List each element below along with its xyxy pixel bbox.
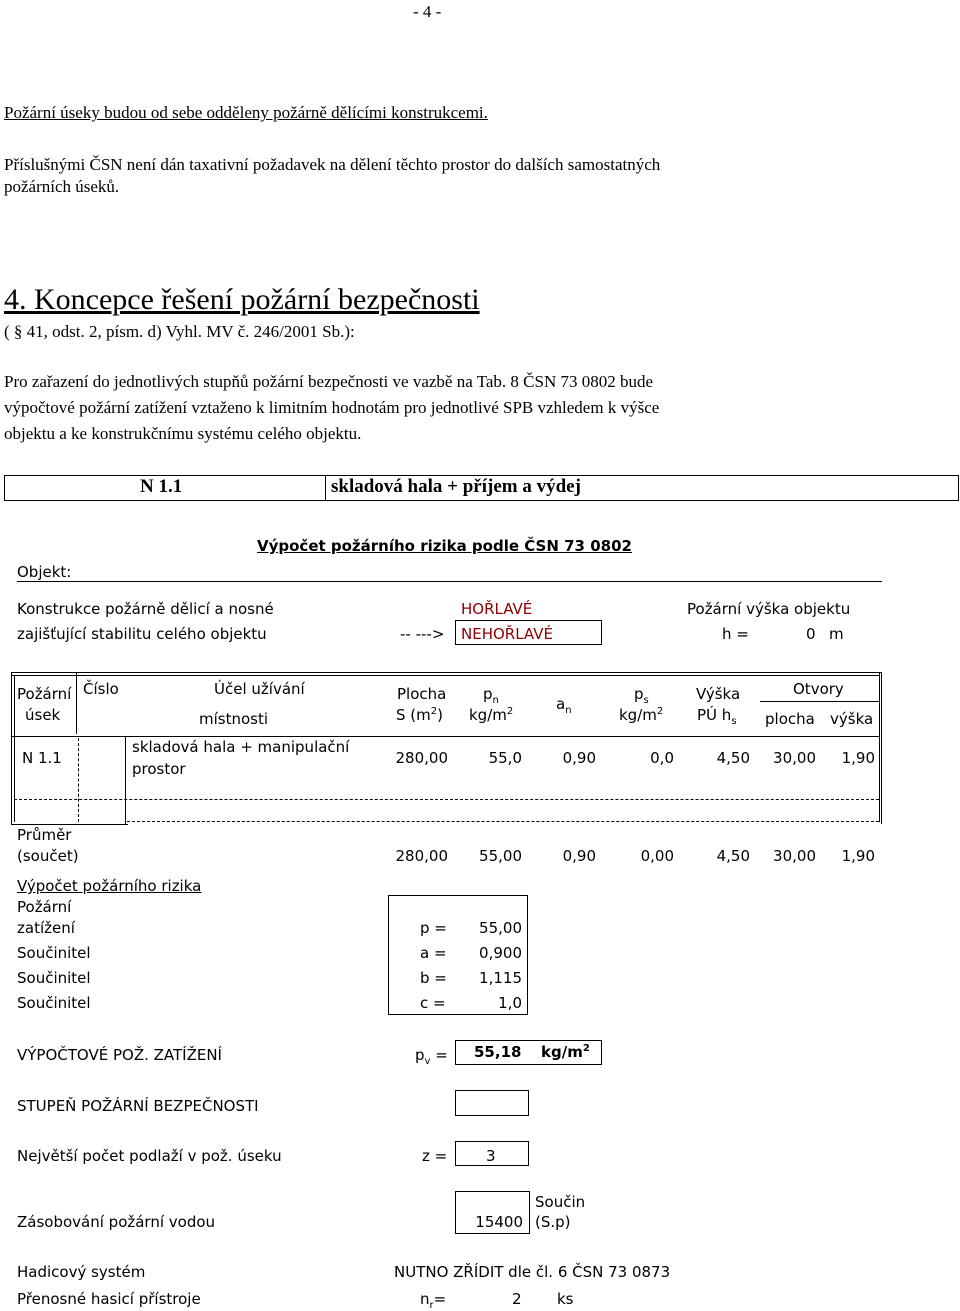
risk-rule-bottom [388,1014,528,1015]
objekt-label: Objekt: [17,563,72,581]
arrow: -- ---> [400,625,445,643]
objekt-rule [17,581,882,582]
b-name: Součinitel [17,969,91,987]
table-top-inner [11,675,879,676]
c-label: c = [420,994,446,1012]
konstrukce-line1: Konstrukce požárně dělicí a nosné [17,600,274,618]
avg-plocha: 280,00 [395,847,448,865]
risk-rule-left [388,895,389,1015]
row-ucel-2: prostor [132,760,186,778]
option-horlave[interactable]: HOŘLAVÉ [461,600,533,618]
banner-id: N 1.1 [140,476,183,497]
page-number: - 4 - [413,2,442,21]
table-right-inner [879,672,880,822]
voda-name: Zásobování požární vodou [17,1213,216,1231]
row-dash-1 [14,799,879,800]
section-reference: ( § 41, odst. 2, písm. d) Vyhl. MV č. 246/2001 Sb.): [4,322,355,341]
hdr-ucel-1: Účel užívání [214,680,305,698]
risk-title: Výpočet požárního rizika [17,877,202,895]
hdr-plocha-2: S $(m^2)$ [396,706,443,724]
a-name: Součinitel [17,944,91,962]
spb-name: STUPEŇ POŽÁRNÍ BEZPEČNOSTI [17,1097,259,1115]
row-an: 0,90 [562,749,596,767]
row-ucel-1: skladová hala + manipulační [132,738,350,756]
row-hs: 4,50 [716,749,750,767]
intro-line3: objektu a ke konstrukčnímu systému celého objektu. [4,424,362,443]
avg-an: 0,90 [562,847,596,865]
row-otv-plocha: 30,00 [773,749,816,767]
hdr-otv-plocha: plocha [765,710,815,728]
hdr-cislo: Číslo [83,680,119,698]
hdr-pu-2: úsek [25,706,61,724]
p-value: 55,00 [479,919,522,937]
hdr-pn-1: $p_n$ [483,685,499,706]
paragraph-fire-sections: Požární úseky budou od sebe odděleny požárně dělícími konstrukcemi. [4,103,488,122]
a-value: 0,900 [479,944,522,962]
col-rule-1 [76,672,77,734]
c-name: Součinitel [17,994,91,1012]
avg-pn: 55,00 [479,847,522,865]
paragraph-csn-line2: požárních úseků. [4,177,120,196]
banner-name: skladová hala + příjem a výdej [331,476,581,497]
row-otv-vyska: 1,90 [841,749,875,767]
hdr-vyska-2: PÚ $h_s$ [697,706,737,727]
row-plocha: 280,00 [395,749,448,767]
b-value: 1,115 [479,969,522,987]
table-bottom-rule [11,824,128,825]
a-label: a = [420,944,447,962]
row-pn: 55,0 [488,749,522,767]
php-name: Přenosné hasicí přístroje [17,1290,201,1308]
option-nehorlave[interactable]: NEHOŘLAVÉ [461,625,553,643]
risk-rule-top [388,895,528,896]
spb-box[interactable] [455,1090,529,1116]
php-label: $n_r=$ [420,1290,447,1311]
hdr-vyska-1: Výška [696,685,741,703]
avg-hs: 4,50 [716,847,750,865]
hadice-value: NUTNO ZŘÍDIT dle čl. 6 ČSN 73 0873 [394,1263,671,1281]
z-name: Největší počet podlaží v pož. úseku [17,1147,282,1165]
pv-label: $p_v$ = [415,1046,448,1067]
hdr-otvory: Otvory [793,680,844,698]
intro-line2: výpočtové požární zatížení vztaženo k limitním hodnotám pro jednotlivé SPB vzhledem k výšce [4,398,660,417]
h-value: 0 [806,625,816,643]
hdr-an: $a_n$ [556,695,572,716]
b-label: b = [420,969,447,987]
vyska-label: Požární výška objektu [687,600,851,618]
c-value: 1,0 [498,994,522,1012]
php-value: 2 [512,1290,522,1308]
avg-otv-plocha: 30,00 [773,847,816,865]
h-unit: m [829,625,844,643]
konstrukce-line2: zajišťující stabilitu celého objektu [17,625,267,643]
calc-title: Výpočet požárního rizika podle ČSN 73 0802 [257,537,632,555]
soucin-2: (S.p) [535,1213,571,1231]
pv-unit: $kg/m^2$ [541,1043,590,1061]
paragraph-csn-line1: Příslušnými ČSN není dán taxativní požadavek na dělení těchto prostor do dalších samostatných [4,155,661,174]
zat-label-2: zatížení [17,919,75,937]
z-value: 3 [486,1147,496,1165]
soucin-1: Součin [535,1193,586,1211]
col-dash-1 [78,738,79,822]
hdr-otv-vyska: výška [830,710,874,728]
intro-line1: Pro zařazení do jednotlivých stupňů požární bezpečnosti ve vazbě na Tab. 8 ČSN 73 0802 bude [4,372,654,391]
otvory-rule [760,701,879,702]
z-label: z = [422,1147,448,1165]
pv-value: 55,18 [474,1043,522,1061]
section-heading: 4. Koncepce řešení požární bezpečnosti [4,283,480,316]
h-label: h = [722,625,749,643]
avg-otv-vyska: 1,90 [841,847,875,865]
banner-divider [325,475,326,501]
avg-label-2: (součet) [17,847,79,865]
header-rule [11,736,880,737]
hdr-ps-2: $kg/m^2$ [619,706,664,724]
avg-label-1: Průměr [17,826,72,844]
row-pu: N 1.1 [22,749,62,767]
avg-ps: 0,00 [640,847,674,865]
hdr-pu-1: Požární [17,685,72,703]
row-ps: 0,0 [650,749,674,767]
hdr-plocha-1: Plocha [397,685,447,703]
hadice-name: Hadicový systém [17,1263,146,1281]
voda-value: 15400 [475,1213,523,1231]
risk-rule-right [527,895,528,1015]
p-label: p = [420,919,447,937]
hdr-pn-2: $kg/m^2$ [469,706,514,724]
php-unit: ks [557,1290,574,1308]
col-rule-2 [125,736,126,824]
hdr-ps-1: $p_s$ [634,685,649,706]
row-dash-2 [127,821,879,822]
hdr-ucel-2: místnosti [199,710,269,728]
zat-label-1: Požární [17,898,72,916]
pv-name: VÝPOČTOVÉ POŽ. ZATÍŽENÍ [17,1046,222,1064]
